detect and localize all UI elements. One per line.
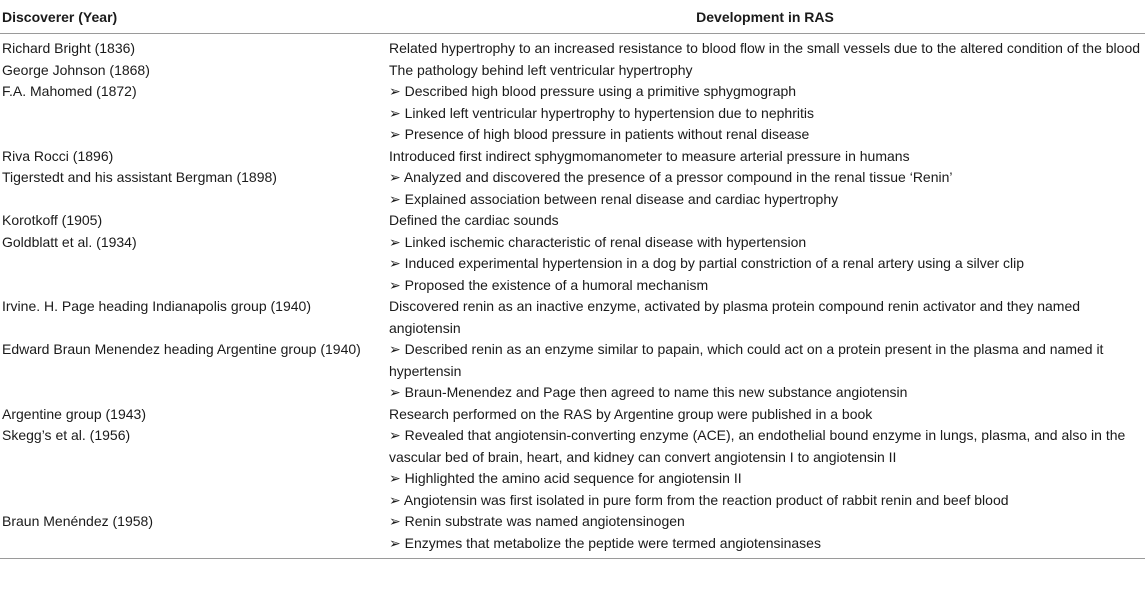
header-row (0, 0, 1145, 34)
development-item: ➢ Renin substrate was named angiotensinogen (389, 513, 685, 529)
cell-discoverer: Argentine group (1943) (2, 405, 146, 422)
header-discoverer: Discoverer (Year) (0, 0, 387, 34)
cell-development (387, 425, 1145, 511)
cell-discoverer: Irvine. H. Page heading Indianapolis group (1940) (2, 298, 311, 314)
development-item: ➢ Highlighted the amino acid sequence for angiotensin II (389, 470, 742, 486)
development-item: ➢ Linked left ventricular hypertrophy to hypertension due to nephritis (389, 104, 814, 121)
table-bottom-rule (0, 558, 1145, 559)
cell-development (387, 60, 1145, 82)
cell-development (387, 296, 1145, 339)
table-row (0, 339, 1145, 404)
table-row (0, 210, 1145, 232)
cell-discoverer: Richard Bright (1836) (2, 40, 136, 56)
development-item: ➢ Analyzed and discovered the presence of a pressor compound in the renal tissue ‘Renin’ (389, 169, 953, 185)
development-item: ➢ Described renin as an enzyme similar to papain, which could act on a protein present in the plasma and named it hypertensin (389, 341, 1104, 379)
table-header (0, 0, 1145, 34)
development-item: Defined the cardiac sounds (389, 212, 559, 228)
development-item: ➢ Linked ischemic characteristic of renal disease with hypertension (389, 233, 807, 250)
cell-discoverer: Braun Menéndez (1958) (2, 513, 153, 529)
cell-development (387, 146, 1145, 168)
table-row (0, 425, 1145, 511)
development-item: ➢ Described high blood pressure using a primitive sphygmograph (389, 83, 797, 99)
cell-development (387, 404, 1145, 426)
development-item: Discovered renin as an inactive enzyme, activated by plasma protein compound renin activator and they named angiotensin (389, 298, 1081, 336)
cell-discoverer: F.A. Mahomed (1872) (2, 83, 137, 99)
table-row (0, 81, 1145, 146)
cell-discoverer: Edward Braun Menendez heading Argentine group (1940) (2, 341, 361, 357)
development-item: ➢ Enzymes that metabolize the peptide were termed angiotensinases (389, 534, 821, 551)
table-row (0, 511, 1145, 558)
development-item: ➢ Presence of high blood pressure in patients without renal disease (389, 126, 810, 142)
development-item: The pathology behind left ventricular hypertrophy (389, 61, 693, 78)
cell-development (387, 81, 1145, 146)
cell-discoverer: Skegg’s et al. (1956) (2, 427, 131, 443)
development-item: ➢ Revealed that angiotensin-converting enzyme (ACE), an endothelial bound enzyme in lungs, plasma, and also in the vascular bed of brain, heart, and kidney can convert angiotensin I to angiotensin II (389, 427, 1126, 465)
development-item: Research performed on the RAS by Argentine group were published in a book (389, 405, 873, 422)
table-row (0, 146, 1145, 168)
cell-development (387, 339, 1145, 404)
table-row (0, 167, 1145, 210)
header-development: Development in RAS (387, 0, 1145, 34)
development-item: ➢ Induced experimental hypertension in a dog by partial constriction of a renal artery using a silver clip (389, 255, 1025, 271)
cell-discoverer: Korotkoff (1905) (2, 212, 103, 228)
development-item: ➢ Angiotensin was first isolated in pure form from the reaction product of rabbit renin and beef blood (389, 491, 1009, 508)
cell-development (387, 511, 1145, 558)
table-row (0, 232, 1145, 297)
cell-discoverer: Tigerstedt and his assistant Bergman (1898) (2, 169, 277, 185)
cell-development (387, 167, 1145, 210)
development-item: Introduced first indirect sphygmomanometer to measure arterial pressure in humans (389, 147, 910, 164)
development-item: ➢ Proposed the existence of a humoral mechanism (389, 276, 709, 293)
cell-development (387, 34, 1145, 60)
cell-discoverer: Goldblatt et al. (1934) (2, 233, 137, 250)
development-item: ➢ Explained association between renal disease and cardiac hypertrophy (389, 190, 839, 207)
cell-discoverer: Riva Rocci (1896) (2, 147, 114, 164)
table-row (0, 60, 1145, 82)
development-item: ➢ Braun-Menendez and Page then agreed to name this new substance angiotensin (389, 384, 908, 400)
development-item: Related hypertrophy to an increased resistance to blood flow in the small vessels due to the altered condition of the blood (389, 40, 1141, 56)
table-row (0, 296, 1145, 339)
cell-development (387, 210, 1145, 232)
cell-discoverer: George Johnson (1868) (2, 61, 150, 78)
cell-development (387, 232, 1145, 297)
table-row (0, 34, 1145, 60)
table-body (0, 34, 1145, 559)
table-row (0, 404, 1145, 426)
